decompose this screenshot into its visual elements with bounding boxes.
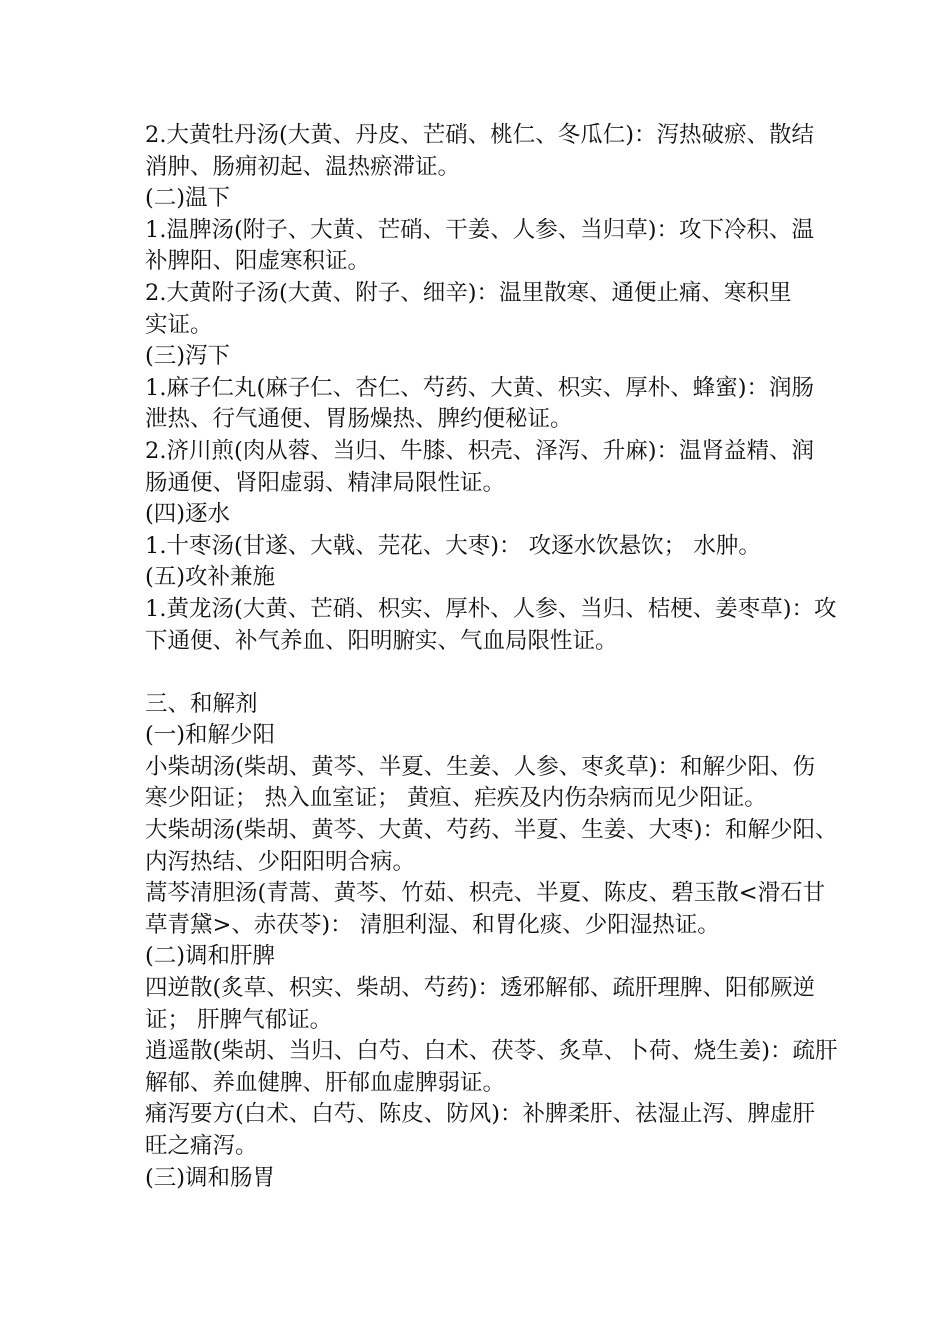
section-heading: (二)温下	[145, 185, 231, 212]
section-heading: (三)调和肠胃	[145, 1164, 276, 1191]
text-line: 1.黄龙汤(大黄、芒硝、枳实、厚朴、人参、当归、桔梗、姜枣草)：攻	[145, 595, 837, 622]
text-line: 补脾阳、阳虚寒积证。	[145, 248, 371, 275]
text-line: 下通便、补气养血、阳明腑实、气血局限性证。	[145, 627, 618, 654]
section-heading: (四)逐水	[145, 501, 231, 528]
text-line: 寒少阳证； 热入血室证； 黄疸、疟疾及内伤杂病而见少阳证。	[145, 785, 767, 812]
text-line: 肠通便、肾阳虚弱、精津局限性证。	[145, 469, 506, 496]
text-line: 蒿芩清胆汤(青蒿、黄芩、竹茹、枳壳、半夏、陈皮、碧玉散<滑石甘	[145, 880, 826, 907]
text-line: 内泻热结、少阳阳明合病。	[145, 848, 416, 875]
text-line: 2.大黄附子汤(大黄、附子、细辛)：温里散寒、通便止痛、寒积里	[145, 279, 792, 306]
text-line: 解郁、养血健脾、肝郁血虚脾弱证。	[145, 1069, 506, 1096]
text-line: 逍遥散(柴胡、当归、白芍、白术、茯苓、炙草、卜荷、烧生姜)：疏肝	[145, 1038, 838, 1065]
text-line: 2.济川煎(肉从蓉、当归、牛膝、枳壳、泽泻、升麻)：温肾益精、润	[145, 437, 815, 464]
text-line: 证； 肝脾气郁证。	[145, 1006, 333, 1033]
text-line: 大柴胡汤(柴胡、黄芩、大黄、芍药、半夏、生姜、大枣)：和解少阳、	[145, 817, 838, 844]
text-line: 消肿、肠痈初起、温热瘀滞证。	[145, 153, 461, 180]
chapter-heading: 三、和解剂	[145, 690, 258, 717]
section-heading: (三)泻下	[145, 343, 231, 370]
text-line: 1.十枣汤(甘遂、大戟、芫花、大枣)： 攻逐水饮悬饮； 水肿。	[145, 532, 761, 559]
section-heading: (一)和解少阳	[145, 722, 276, 749]
blank-line	[145, 657, 813, 689]
text-line: 1.麻子仁丸(麻子仁、杏仁、芍药、大黄、枳实、厚朴、蜂蜜)：润肠	[145, 374, 815, 401]
text-line: 四逆散(炙草、枳实、柴胡、芍药)：透邪解郁、疏肝理脾、阳郁厥逆	[145, 975, 816, 1002]
text-line: 旺之痛泻。	[145, 1133, 258, 1159]
section-heading: (二)调和肝脾	[145, 943, 276, 970]
text-line: 1.温脾汤(附子、大黄、芒硝、干姜、人参、当归草)：攻下冷积、温	[145, 216, 815, 243]
section-heading: (五)攻补兼施	[145, 564, 276, 591]
text-line: 实证。	[145, 311, 213, 338]
text-line: 草青黛>、赤茯苓)： 清胆利湿、和胃化痰、少阳湿热证。	[145, 911, 720, 938]
text-line: 小柴胡汤(柴胡、黄芩、半夏、生姜、人参、枣炙草)：和解少阳、伤	[145, 753, 816, 780]
text-line: 2.大黄牡丹汤(大黄、丹皮、芒硝、桃仁、冬瓜仁)：泻热破瘀、散结	[145, 122, 815, 148]
text-line: 痛泻要方(白术、白芍、陈皮、防风)：补脾柔肝、祛湿止泻、脾虚肝	[145, 1101, 816, 1128]
document-page	[145, 120, 838, 1194]
text-line: 泄热、行气通便、胃肠燥热、脾约便秘证。	[145, 406, 573, 433]
